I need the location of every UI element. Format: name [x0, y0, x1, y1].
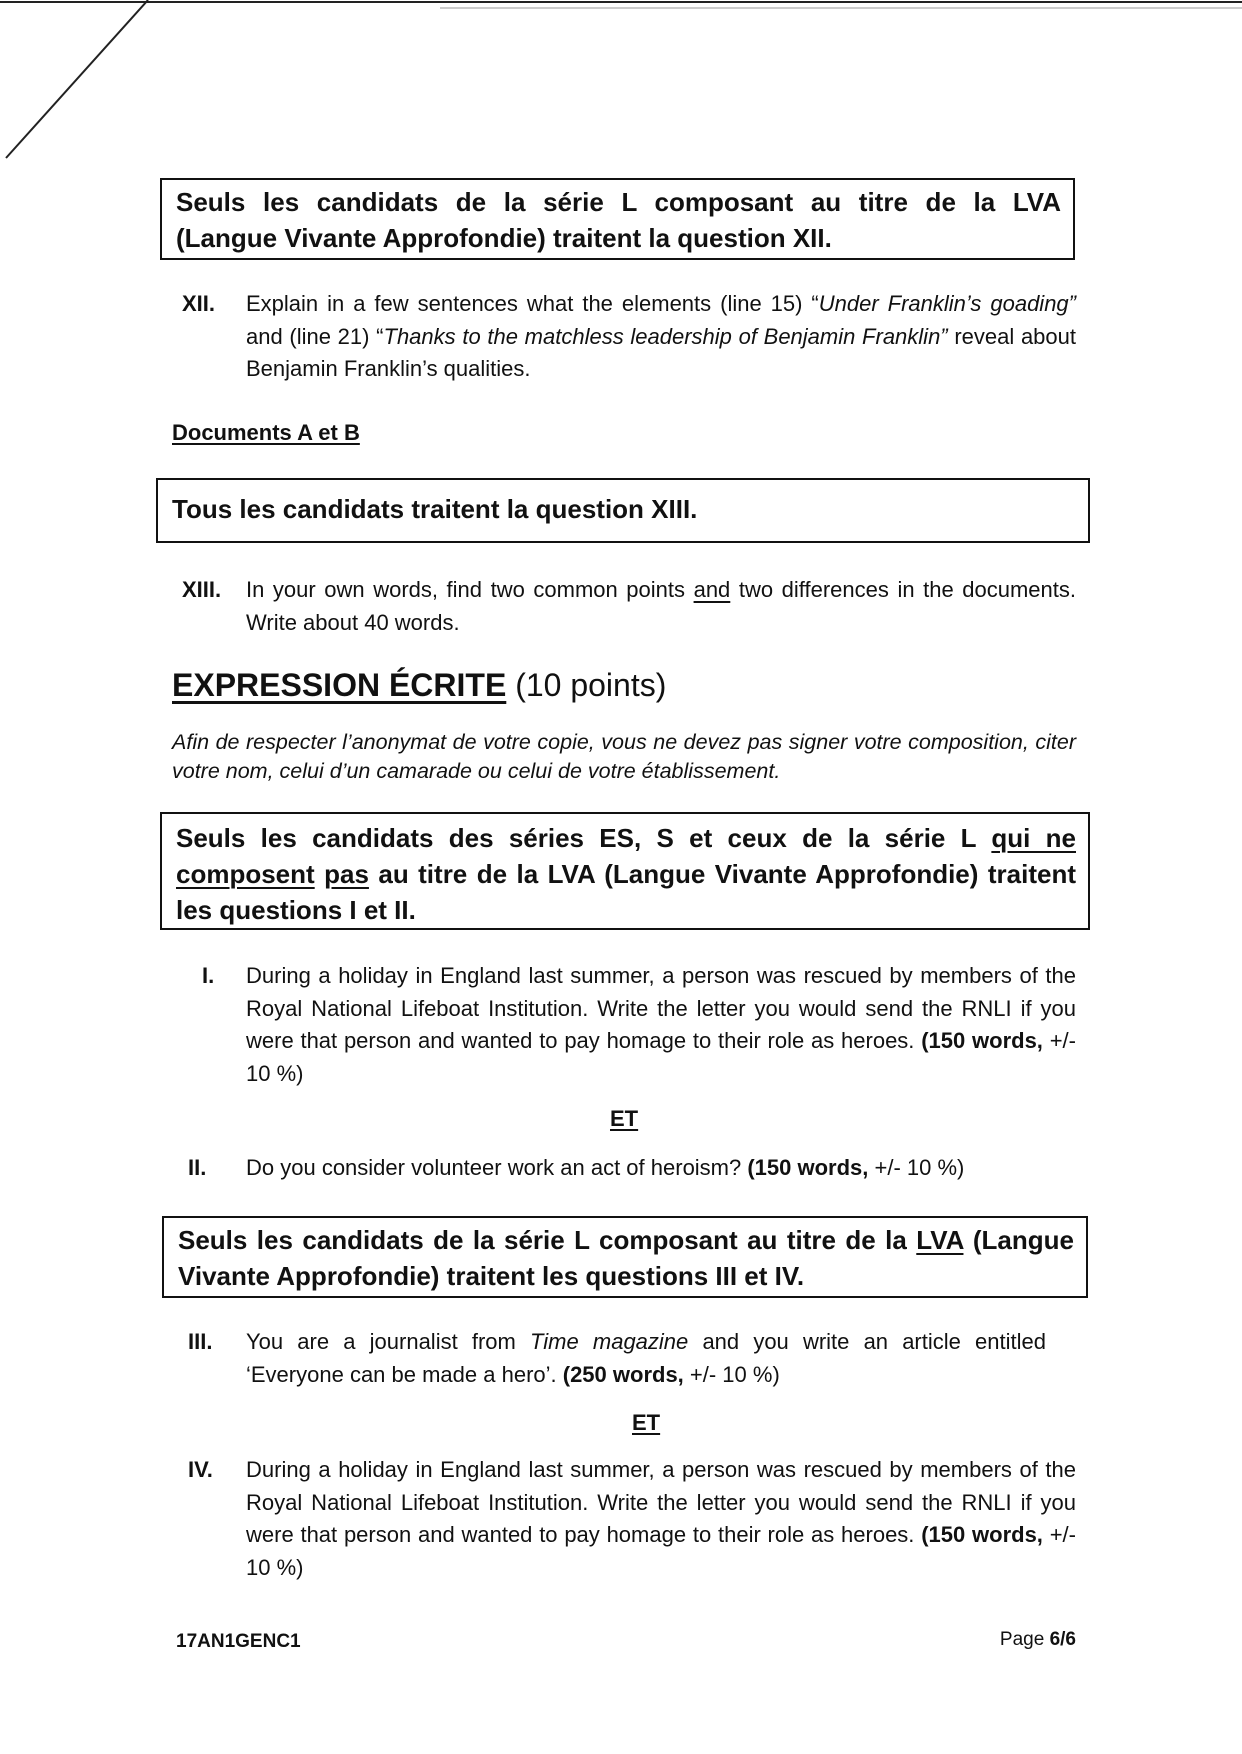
question-iii-text: You are a journalist from Time magazine and you write an article entitled ‘Everyone can be made a hero’. (250 words, +/- 10 %): [246, 1329, 1046, 1387]
instruction-box-xii: [160, 178, 1075, 260]
box-xii-line2: (Langue Vivante Approfondie) traitent la question XII.: [176, 223, 832, 253]
page-number: Page 6/6: [999, 1629, 1076, 1650]
question-xii-number: XII.: [182, 291, 216, 316]
box-i-ii-text: Seuls les candidats des séries ES, S et ceux de la série L qui ne composent pas au titre de la LVA (Langue Vivante Approfondie) traitent les questions I et II.: [176, 823, 1076, 925]
documents-heading: Documents A et B: [172, 420, 360, 445]
question-ii-text: Do you consider volunteer work an act of heroism? (150 words, +/- 10 %): [246, 1155, 965, 1180]
anonymity-note: Afin de respecter l’anonymat de votre copie, vous ne devez pas signer votre composition, citer votre nom, celui d’un camarade ou celui de votre établissement.: [172, 730, 1076, 783]
question-i-text: During a holiday in England last summer, a person was rescued by members of the Royal National Lifeboat Institution. Write the letter you would send the RNLI if you were that person and wanted to pay homage to their role as heroes. (150 words, +/- 10 %): [246, 963, 1076, 1086]
box-xii-line1: Seuls les candidats de la série L composant au titre de la LVA: [176, 187, 1061, 217]
expression-heading: [172, 664, 666, 706]
question-xii-text: Explain in a few sentences what the elements (line 15) “Under Franklin’s goading” and (line 21) “Thanks to the matchless leadership of Benjamin Franklin” reveal about Benjamin Franklin’s qualities.: [246, 291, 1077, 381]
question-ii-number: II.: [188, 1155, 207, 1180]
question-iv-text: During a holiday in England last summer, a person was rescued by members of the Royal National Lifeboat Institution. Write the letter you would send the RNLI if you were that person and wanted to pay homage to their role as heroes. (150 words, +/- 10 %): [246, 1457, 1076, 1580]
instruction-box-xiii: [156, 478, 1090, 543]
document-code: 17AN1GENC1: [176, 1631, 301, 1652]
question-xiii-number: XIII.: [182, 577, 222, 602]
et-separator-2: ET: [632, 1410, 661, 1435]
expression-title: EXPRESSION ÉCRITE: [172, 667, 507, 703]
expression-points: (10 points): [515, 667, 667, 703]
box-xiii-text: Tous les candidats traitent la question XIII.: [172, 494, 698, 524]
scan-marks: [0, 0, 1242, 160]
question-iii-number: III.: [188, 1329, 213, 1354]
instruction-box-i-ii: [160, 812, 1090, 930]
box-iii-iv-text: Seuls les candidats de la série L composant au titre de la LVA (Langue Vivante Approfondie) traitent les questions III et IV.: [178, 1225, 1074, 1291]
instruction-box-iii-iv: [162, 1216, 1088, 1298]
question-i-number: I.: [202, 963, 215, 988]
et-separator-1: ET: [610, 1106, 639, 1131]
question-xiii-text: In your own words, find two common points and two differences in the documents. Write about 40 words.: [246, 577, 1076, 635]
question-iv-number: IV.: [188, 1457, 213, 1482]
